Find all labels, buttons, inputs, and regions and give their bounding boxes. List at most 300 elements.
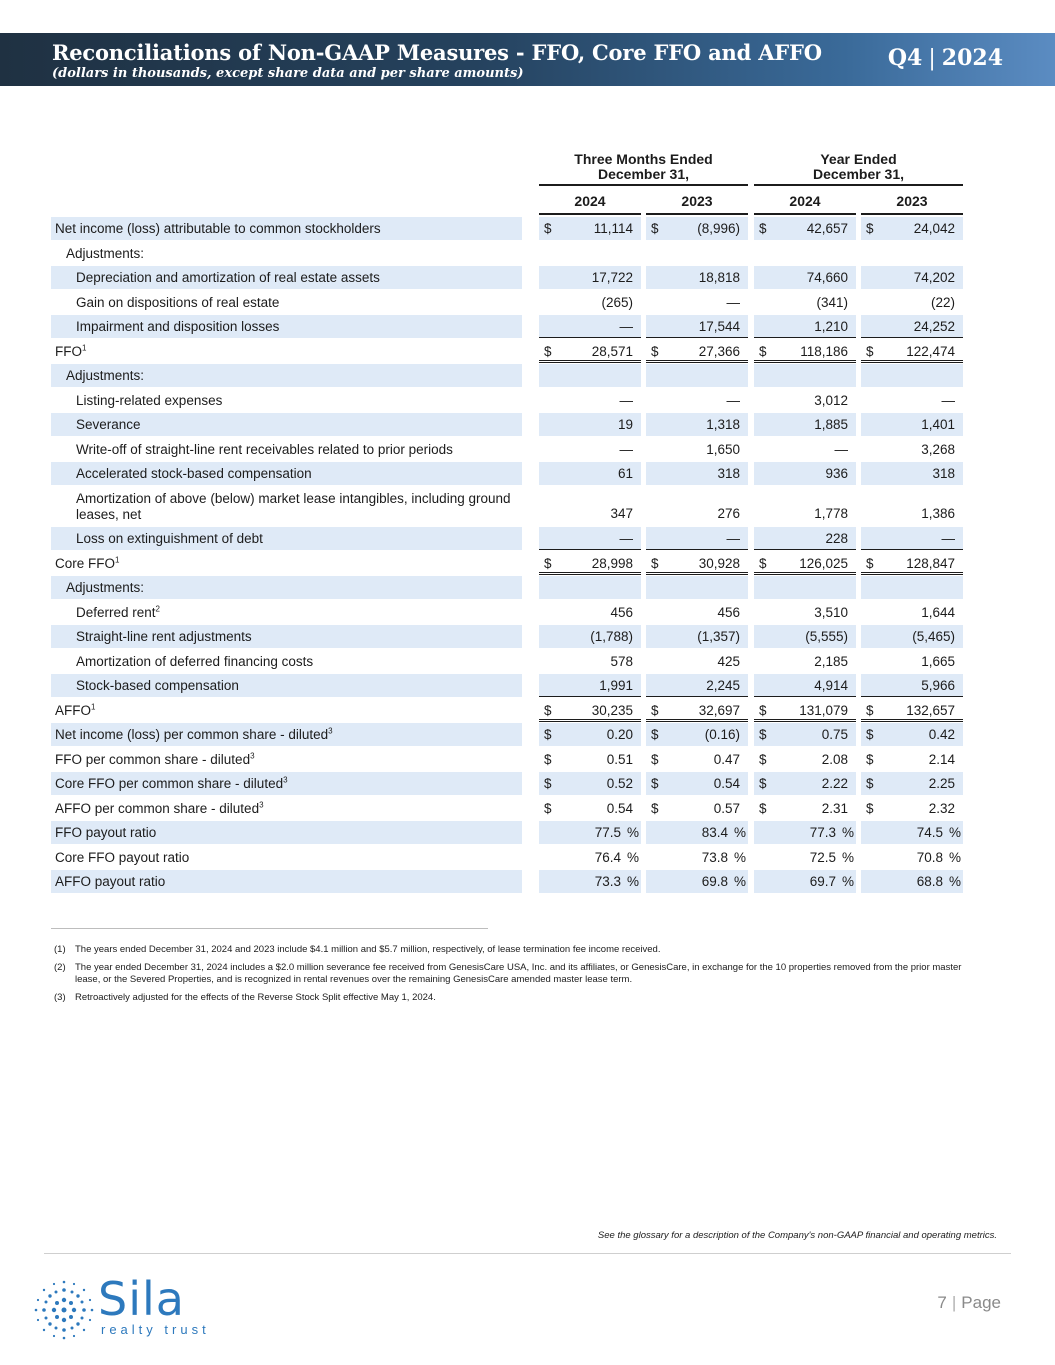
table-cell — [861, 389, 963, 412]
cell-value: 2.25 — [928, 776, 955, 791]
currency-symbol: $ — [866, 556, 874, 571]
row-label — [51, 748, 522, 771]
cell-value: 0.47 — [713, 752, 740, 767]
table-row — [51, 650, 963, 673]
row-label-text: Core FFO payout ratio — [55, 850, 190, 865]
cell-value: 28,998 — [591, 556, 633, 571]
table-cell — [754, 674, 856, 697]
cell-value: 3,510 — [814, 605, 848, 620]
table-cell — [539, 315, 641, 338]
table-cell — [861, 527, 963, 550]
period-year: 2024 — [941, 45, 1003, 71]
cell-value: (265) — [601, 295, 633, 310]
table-cell — [539, 576, 641, 599]
table-cell — [646, 438, 748, 461]
cell-value: 2,185 — [814, 654, 848, 669]
currency-symbol: $ — [759, 344, 767, 359]
percent-symbol: % — [626, 874, 639, 889]
cell-value: 0.54 — [713, 776, 740, 791]
table-cell — [646, 625, 748, 648]
cell-value: 42,657 — [806, 221, 848, 236]
cell-value: — — [619, 319, 633, 334]
table-cell — [539, 266, 641, 289]
table-cell — [754, 364, 856, 387]
table-cell — [754, 389, 856, 412]
cell-value: 318 — [932, 466, 955, 481]
cell-value: 2.14 — [928, 752, 955, 767]
cell-value: 70.8 — [916, 850, 943, 865]
row-label-text: Gain on dispositions of real estate — [76, 295, 280, 310]
row-label — [51, 821, 522, 844]
currency-symbol: $ — [651, 801, 659, 816]
row-label-text: AFFO per common share - diluted — [55, 801, 260, 816]
cell-value: 69.7 — [809, 874, 836, 889]
column-header-year: 2024 — [754, 193, 856, 215]
table-row — [51, 723, 963, 746]
currency-symbol: $ — [544, 727, 552, 742]
table-cell — [539, 291, 641, 314]
currency-symbol: $ — [866, 344, 874, 359]
row-label-text: Stock-based compensation — [76, 678, 239, 693]
table-row — [51, 772, 963, 795]
cell-value: (5,555) — [805, 629, 848, 644]
row-label-text: Severance — [76, 417, 141, 432]
table-row — [51, 266, 963, 289]
table-cell — [646, 846, 748, 869]
cell-value: 3,012 — [814, 393, 848, 408]
row-label — [51, 413, 522, 436]
row-label — [51, 846, 522, 869]
cell-value: 1,318 — [706, 417, 740, 432]
table-cell — [754, 438, 856, 461]
row-label-text: Amortization of above (below) market lease intangibles, including ground leases, net — [76, 491, 511, 522]
table-row — [51, 364, 963, 387]
page-label: Page — [961, 1293, 1001, 1312]
table-cell — [646, 364, 748, 387]
currency-symbol: $ — [651, 221, 659, 236]
row-label-text: FFO payout ratio — [55, 825, 157, 840]
row-label — [51, 552, 522, 575]
table-row — [51, 625, 963, 648]
table-row — [51, 315, 963, 338]
cell-value: 17,722 — [591, 270, 633, 285]
table-cell — [754, 821, 856, 844]
cell-value: — — [834, 442, 848, 457]
cell-value: 72.5 — [809, 850, 836, 865]
footnote-marker: 3 — [328, 726, 333, 736]
cell-value: 0.75 — [821, 727, 848, 742]
table-cell — [539, 527, 641, 550]
cell-value: 24,252 — [913, 319, 955, 334]
cell-value: 30,928 — [698, 556, 740, 571]
currency-symbol: $ — [759, 752, 767, 767]
table-cell — [861, 674, 963, 697]
cell-value: 2.08 — [821, 752, 848, 767]
page-subtitle: (dollars in thousands, except share data and per share amounts) — [52, 66, 524, 81]
table-row — [51, 242, 963, 265]
currency-symbol: $ — [544, 703, 552, 718]
row-label-text: Listing-related expenses — [76, 393, 223, 408]
table-cell — [539, 340, 641, 363]
table-cell — [861, 266, 963, 289]
cell-value: — — [726, 393, 740, 408]
footnote-text: Retroactively adjusted for the effects of the Reverse Stock Split effective May 1, 2024. — [75, 992, 436, 1003]
table-cell — [754, 242, 856, 265]
cell-value: 118,186 — [800, 344, 848, 359]
table-cell — [646, 576, 748, 599]
row-label — [51, 315, 522, 338]
cell-value: — — [941, 393, 955, 408]
cell-value: 18,818 — [698, 270, 740, 285]
table-cell — [539, 723, 641, 746]
table-row — [51, 462, 963, 485]
percent-symbol: % — [841, 874, 854, 889]
cell-value: 28,571 — [591, 344, 633, 359]
currency-symbol: $ — [759, 703, 767, 718]
table-row — [51, 413, 963, 436]
row-label — [51, 797, 522, 820]
row-label — [51, 438, 522, 461]
table-cell — [539, 625, 641, 648]
table-row — [51, 748, 963, 771]
table-cell — [646, 772, 748, 795]
starburst-logo-icon — [32, 1278, 96, 1342]
table-row — [51, 291, 963, 314]
cell-value: 1,401 — [921, 417, 955, 432]
logo-wordmark: Sila — [98, 1272, 185, 1326]
table-row — [51, 488, 963, 526]
percent-symbol: % — [733, 825, 746, 840]
row-label-text: Write-off of straight-line rent receivables related to prior periods — [76, 442, 453, 457]
row-label — [51, 723, 522, 746]
table-cell — [646, 315, 748, 338]
table-cell — [646, 674, 748, 697]
cell-value: — — [726, 295, 740, 310]
table-cell — [539, 674, 641, 697]
row-label — [51, 364, 522, 387]
table-cell — [539, 389, 641, 412]
table-cell — [861, 576, 963, 599]
currency-symbol: $ — [544, 776, 552, 791]
cell-value: 578 — [610, 654, 633, 669]
table-cell — [754, 462, 856, 485]
row-label-text: Accelerated stock-based compensation — [76, 466, 312, 481]
row-label — [51, 291, 522, 314]
currency-symbol: $ — [544, 344, 552, 359]
currency-symbol: $ — [651, 556, 659, 571]
table-cell — [539, 462, 641, 485]
table-cell — [754, 291, 856, 314]
cell-value: 2.22 — [821, 776, 848, 791]
currency-symbol: $ — [759, 801, 767, 816]
table-cell — [646, 748, 748, 771]
table-cell — [539, 438, 641, 461]
table-cell — [646, 723, 748, 746]
row-label-text: FFO per common share - diluted — [55, 752, 251, 767]
currency-symbol: $ — [544, 801, 552, 816]
row-label-text: Impairment and disposition losses — [76, 319, 280, 334]
row-label-text: Core FFO — [55, 556, 116, 571]
row-label-text: Net income (loss) attributable to common stockholders — [55, 221, 381, 236]
table-cell — [646, 870, 748, 893]
report-period — [888, 45, 1003, 71]
table-cell — [646, 699, 748, 722]
table-row — [51, 552, 963, 575]
page-separator: | — [951, 1293, 957, 1312]
table-cell — [539, 699, 641, 722]
cell-value: — — [941, 531, 955, 546]
footnote-text: The year ended December 31, 2024 includes a $2.0 million severance fee received from GenesisCare USA, Inc. and its affiliates, or GenesisCare, in exchange for the 10 properties removed from the prior master lease, or the Severed Properties, and is recognized in rental revenues over the remaining GenesisCare amended master lease term. — [75, 962, 962, 985]
row-label-text: AFFO payout ratio — [55, 874, 166, 889]
column-group-line2: December 31, — [597, 166, 690, 182]
table-cell — [861, 699, 963, 722]
cell-value: 1,650 — [706, 442, 740, 457]
row-label — [51, 650, 522, 673]
table-cell — [646, 527, 748, 550]
row-label — [51, 870, 522, 893]
cell-value: 456 — [610, 605, 633, 620]
row-label — [51, 601, 522, 624]
cell-value: 5,966 — [921, 678, 955, 693]
cell-value: 2.32 — [928, 801, 955, 816]
table-cell — [646, 797, 748, 820]
table-row — [51, 217, 963, 240]
table-cell — [754, 488, 856, 526]
cell-value: 122,474 — [906, 344, 955, 359]
column-header-year: 2023 — [861, 193, 963, 215]
footnote-marker: 3 — [250, 751, 255, 761]
currency-symbol: $ — [759, 727, 767, 742]
table-cell — [539, 488, 641, 526]
footer-divider — [44, 1253, 1011, 1254]
table-cell — [754, 797, 856, 820]
cell-value: 0.57 — [713, 801, 740, 816]
table-cell — [646, 650, 748, 673]
table-cell — [754, 650, 856, 673]
currency-symbol: $ — [544, 556, 552, 571]
table-cell — [646, 821, 748, 844]
table-cell — [539, 552, 641, 575]
table-cell — [754, 266, 856, 289]
row-label-text: Adjustments: — [66, 368, 145, 383]
cell-value: 19 — [617, 417, 633, 432]
table-cell — [861, 601, 963, 624]
row-label — [51, 674, 522, 697]
footnote-number: (3) — [54, 992, 66, 1003]
cell-value: 17,544 — [698, 319, 740, 334]
table-row — [51, 846, 963, 869]
row-label — [51, 527, 522, 550]
cell-value: 2,245 — [706, 678, 740, 693]
cell-value: 73.3 — [594, 874, 621, 889]
currency-symbol: $ — [866, 703, 874, 718]
column-group-three-months — [539, 152, 748, 186]
cell-value: 73.8 — [701, 850, 728, 865]
currency-symbol: $ — [866, 752, 874, 767]
table-cell — [754, 846, 856, 869]
row-label-text: Straight-line rent adjustments — [76, 629, 252, 644]
footnote-marker: 3 — [283, 775, 288, 785]
table-row — [51, 870, 963, 893]
table-cell — [861, 217, 963, 240]
table-cell — [539, 846, 641, 869]
column-group-line1: Year Ended — [820, 151, 897, 167]
row-label-text: Adjustments: — [66, 246, 145, 261]
cell-value: 1,386 — [921, 506, 955, 521]
cell-value: 0.42 — [928, 727, 955, 742]
cell-value: — — [619, 442, 633, 457]
row-label — [51, 389, 522, 412]
table-cell — [646, 266, 748, 289]
currency-symbol: $ — [759, 776, 767, 791]
footnote-1 — [54, 944, 964, 956]
table-cell — [539, 242, 641, 265]
table-cell — [646, 488, 748, 526]
cell-value: 1,778 — [814, 506, 848, 521]
cell-value: (341) — [816, 295, 848, 310]
table-cell — [861, 242, 963, 265]
table-cell — [861, 413, 963, 436]
period-quarter: Q4 — [887, 45, 923, 71]
table-cell — [754, 625, 856, 648]
row-label-text: Adjustments: — [66, 580, 145, 595]
table-cell — [861, 552, 963, 575]
table-cell — [861, 821, 963, 844]
cell-value: 0.51 — [606, 752, 633, 767]
currency-symbol: $ — [651, 752, 659, 767]
cell-value: 1,644 — [921, 605, 955, 620]
table-cell — [539, 413, 641, 436]
currency-symbol: $ — [651, 727, 659, 742]
cell-value: 0.54 — [606, 801, 633, 816]
currency-symbol: $ — [651, 344, 659, 359]
cell-value: (22) — [930, 295, 955, 310]
table-cell — [539, 797, 641, 820]
cell-value: 24,042 — [913, 221, 955, 236]
table-cell — [646, 413, 748, 436]
table-cell — [754, 772, 856, 795]
table-cell — [861, 772, 963, 795]
column-header-year: 2023 — [646, 193, 748, 215]
percent-symbol: % — [948, 874, 961, 889]
footnote-3 — [54, 992, 964, 1004]
cell-value: 74,202 — [913, 270, 955, 285]
currency-symbol: $ — [759, 556, 767, 571]
row-label-text: FFO — [55, 344, 82, 359]
page-number — [937, 1293, 1001, 1313]
table-row — [51, 340, 963, 363]
period-separator: | — [928, 46, 936, 71]
table-row — [51, 674, 963, 697]
table-cell — [861, 291, 963, 314]
cell-value: — — [619, 531, 633, 546]
cell-value: 128,847 — [906, 556, 955, 571]
footnote-marker: 3 — [259, 800, 264, 810]
table-cell — [754, 527, 856, 550]
row-label-text: AFFO — [55, 703, 91, 718]
row-label — [51, 462, 522, 485]
table-cell — [539, 217, 641, 240]
cell-value: 0.20 — [606, 727, 633, 742]
footnote-marker: 2 — [155, 604, 160, 614]
table-cell — [539, 650, 641, 673]
currency-symbol: $ — [866, 801, 874, 816]
table-cell — [861, 340, 963, 363]
table-cell — [539, 772, 641, 795]
cell-value: 27,366 — [698, 344, 740, 359]
cell-value: 456 — [717, 605, 740, 620]
table-cell — [539, 870, 641, 893]
column-header-year: 2024 — [539, 193, 641, 215]
table-cell — [861, 315, 963, 338]
footnote-marker: 1 — [115, 555, 120, 565]
cell-value: 83.4 — [701, 825, 728, 840]
row-label — [51, 488, 522, 526]
row-label — [51, 217, 522, 240]
table-cell — [646, 217, 748, 240]
sila-logo — [32, 1272, 222, 1342]
table-cell — [861, 462, 963, 485]
percent-symbol: % — [626, 850, 639, 865]
currency-symbol: $ — [866, 221, 874, 236]
cell-value: (1,788) — [590, 629, 633, 644]
table-row — [51, 601, 963, 624]
cell-value: — — [726, 531, 740, 546]
cell-value: 132,657 — [906, 703, 955, 718]
cell-value: 76.4 — [594, 850, 621, 865]
table-cell — [754, 340, 856, 363]
table-cell — [539, 821, 641, 844]
row-label — [51, 625, 522, 648]
table-row — [51, 576, 963, 599]
cell-value: 1,665 — [921, 654, 955, 669]
table-cell — [861, 723, 963, 746]
glossary-note: See the glossary for a description of the Company's non-GAAP financial and operating metrics. — [597, 1230, 997, 1241]
row-label — [51, 242, 522, 265]
cell-value: 425 — [717, 654, 740, 669]
cell-value: — — [619, 393, 633, 408]
table-row — [51, 527, 963, 550]
table-cell — [754, 699, 856, 722]
table-cell — [646, 552, 748, 575]
logo-tagline: realty trust — [101, 1322, 210, 1337]
row-label-text: Net income (loss) per common share - diluted — [55, 727, 329, 742]
percent-symbol: % — [841, 825, 854, 840]
page-title: Reconciliations of Non-GAAP Measures - FFO, Core FFO and AFFO — [52, 40, 822, 65]
cell-value: 68.8 — [916, 874, 943, 889]
cell-value: 228 — [825, 531, 848, 546]
cell-value: (1,357) — [697, 629, 740, 644]
currency-symbol: $ — [544, 752, 552, 767]
table-row — [51, 821, 963, 844]
column-group-line1: Three Months Ended — [574, 151, 713, 167]
footnote-divider — [51, 928, 488, 929]
table-cell — [861, 625, 963, 648]
table-cell — [861, 846, 963, 869]
table-cell — [861, 870, 963, 893]
currency-symbol: $ — [651, 703, 659, 718]
cell-value: 74,660 — [806, 270, 848, 285]
currency-symbol: $ — [651, 776, 659, 791]
row-label-text: Depreciation and amortization of real estate assets — [76, 270, 380, 285]
cell-value: 126,025 — [799, 556, 848, 571]
table-cell — [754, 552, 856, 575]
row-label-text: Core FFO per common share - diluted — [55, 776, 284, 791]
table-cell — [861, 748, 963, 771]
table-cell — [539, 364, 641, 387]
table-row — [51, 438, 963, 461]
table-cell — [861, 797, 963, 820]
